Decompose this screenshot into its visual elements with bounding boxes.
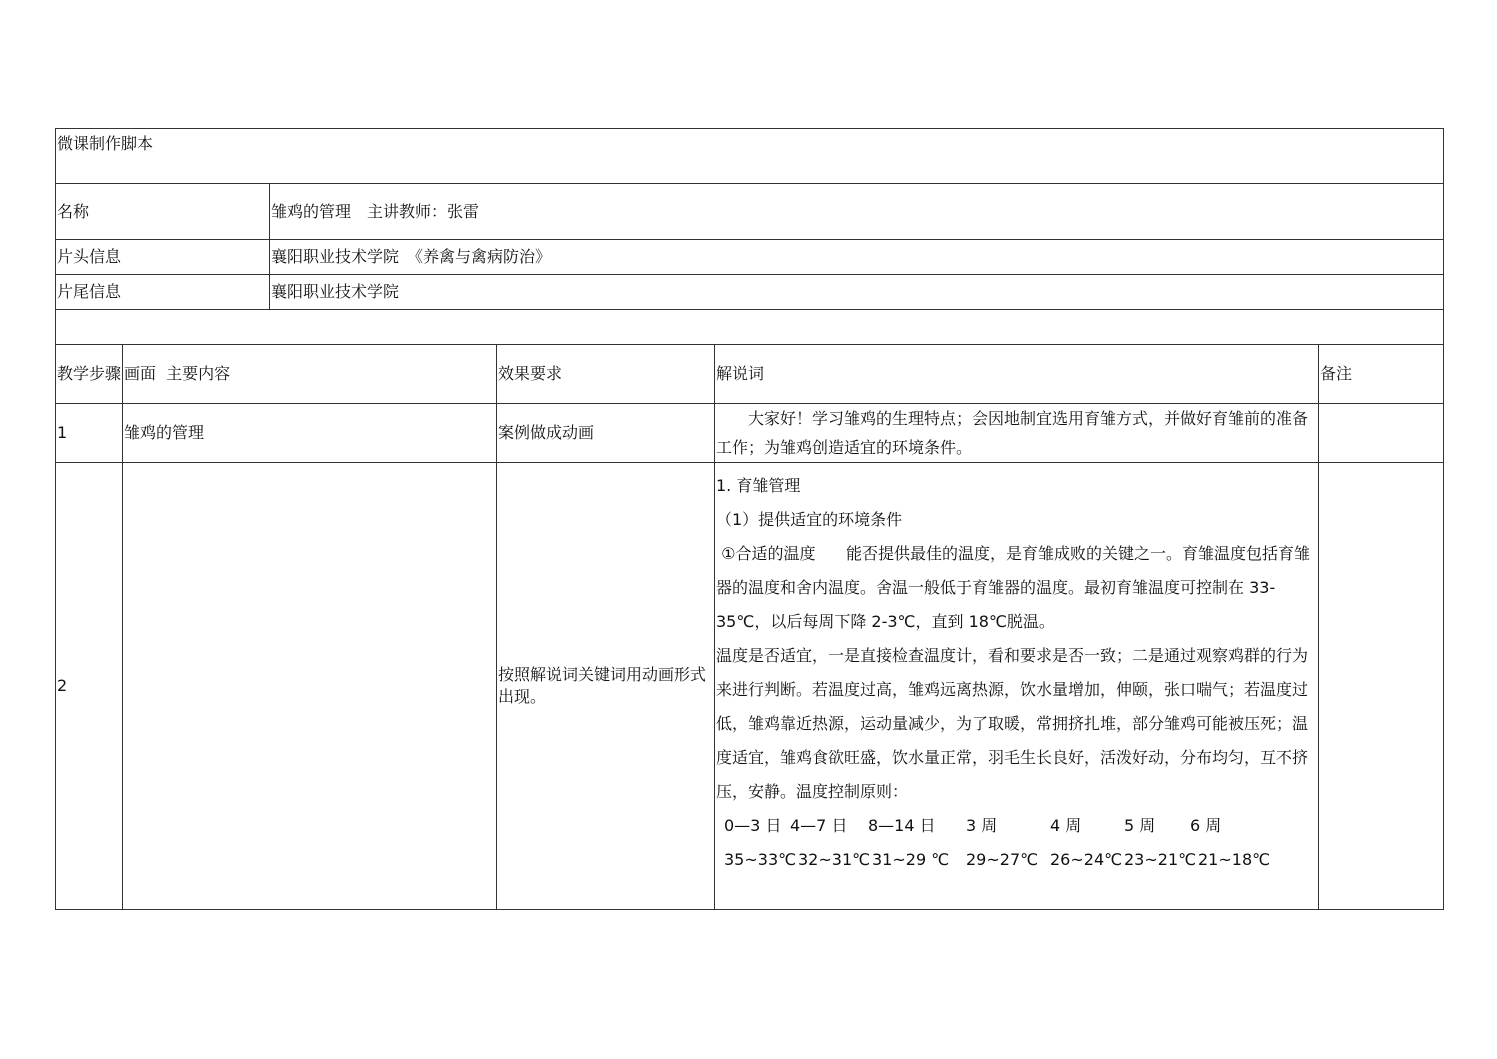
temperature-range: 31~29 ℃ — [872, 850, 950, 869]
age-period: 4—7 日 — [790, 816, 848, 835]
column-header-row — [56, 345, 1444, 404]
header-screen: 画面 主要内容 — [123, 345, 497, 404]
temperature-range: 29~27℃ — [966, 850, 1039, 869]
table-row — [56, 404, 1444, 463]
step-number: 1 — [56, 404, 123, 463]
ending-info-label: 片尾信息 — [56, 275, 270, 310]
ending-info-value: 襄阳职业技术学院 — [270, 275, 1444, 310]
age-period: 0—3 日 — [724, 816, 782, 835]
document-title: 微课制作脚本 — [56, 129, 1444, 184]
age-period-row — [716, 809, 1317, 843]
remark-cell — [1319, 463, 1444, 910]
narration-subheading: （1）提供适宜的环境条件 — [716, 510, 903, 529]
age-period: 3 周 — [966, 816, 998, 835]
age-period: 4 周 — [1050, 816, 1082, 835]
narration-heading: 1. 育雏管理 — [716, 476, 801, 495]
header-narration: 解说词 — [715, 345, 1319, 404]
header-step: 教学步骤 — [56, 345, 123, 404]
opening-info-value: 襄阳职业技术学院 《养禽与禽病防治》 — [270, 240, 1444, 275]
name-label: 名称 — [56, 184, 270, 240]
effect-requirement: 案例做成动画 — [497, 404, 715, 463]
opening-info-row — [56, 240, 1444, 275]
age-period: 6 周 — [1190, 816, 1222, 835]
temperature-range: 26~24℃ — [1050, 850, 1123, 869]
step-number: 2 — [56, 463, 123, 910]
narration-paragraph: 温度是否适宜，一是直接检查温度计，看和要求是否一致；二是通过观察鸡群的行为来进行判断。若温度过高，雏鸡远离热源，饮水量增加，伸颐，张口喘气；若温度过低，雏鸡靠近热源，运动量减少，为了取暖，常拥挤扎堆，部分雏鸡可能被压死；温度适宜，雏鸡食欲旺盛，饮水量正常，羽毛生长良好，活泼好动，分布均匀，互不挤压，安静。温度控制原则： — [716, 646, 1309, 801]
header-remark: 备注 — [1319, 345, 1444, 404]
temperature-range: 21~18℃ — [1198, 850, 1271, 869]
header-effect: 效果要求 — [497, 345, 715, 404]
temperature-range: 23~21℃ — [1124, 850, 1197, 869]
script-table — [55, 128, 1444, 910]
effect-requirement: 按照解说词关键词用动画形式出现。 — [497, 463, 715, 910]
temperature-range: 32~31℃ — [798, 850, 871, 869]
narration-paragraph: ①合适的温度 能否提供最佳的温度，是育雏成败的关键之一。育雏温度包括育雏器的温度和舍内温度。舍温一般低于育雏器的温度。最初育雏温度可控制在 33-35℃，以后每周下降 2-3℃，直到 18℃脱温。 — [716, 544, 1310, 631]
narration-text — [715, 463, 1319, 910]
name-row — [56, 184, 1444, 240]
screen-content — [123, 463, 497, 910]
table-row — [56, 463, 1444, 910]
blank-row — [56, 310, 1444, 345]
screen-content: 雏鸡的管理 — [123, 404, 497, 463]
name-value: 雏鸡的管理 主讲教师：张雷 — [270, 184, 1444, 240]
age-period: 5 周 — [1124, 816, 1156, 835]
ending-info-row — [56, 275, 1444, 310]
narration-text: 大家好！学习雏鸡的生理特点；会因地制宜选用育雏方式，并做好育雏前的准备工作；为雏鸡创造适宜的环境条件。 — [715, 404, 1319, 463]
temperature-range: 35~33℃ — [724, 850, 797, 869]
blank-cell — [56, 310, 1444, 345]
age-period: 8—14 日 — [868, 816, 936, 835]
temperature-row — [716, 843, 1317, 877]
title-row — [56, 129, 1444, 184]
opening-info-label: 片头信息 — [56, 240, 270, 275]
remark-cell — [1319, 404, 1444, 463]
